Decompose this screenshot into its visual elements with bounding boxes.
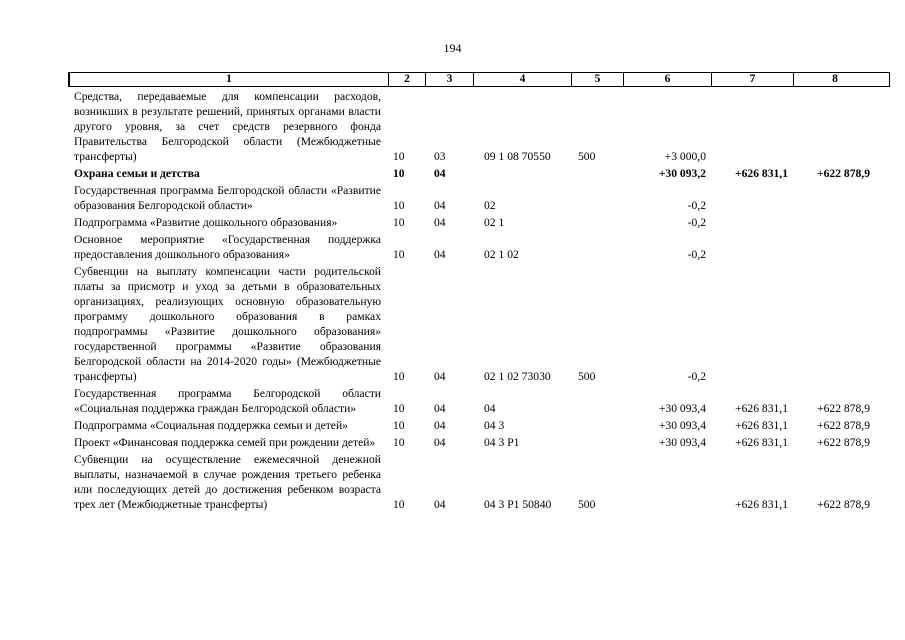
row-name: Государственная программа Белгородской области «Социальная поддержка граждан Белгородской области» [74, 387, 381, 415]
row-name: Субвенции на осуществление ежемесячной денежной выплаты, назначаемой в случае рождения третьего ребенка или последующих детей до достижения ребенком возраста трех лет (Межбюджетные трансферты) [74, 453, 381, 511]
target-article-code: 02 [484, 199, 496, 212]
subsection-code: 04 [434, 402, 446, 415]
section-code: 10 [393, 199, 405, 212]
table-body [68, 89, 890, 512]
target-article-code: 04 [484, 402, 496, 415]
section-code: 10 [393, 419, 405, 432]
section-code: 10 [393, 248, 405, 261]
section-code: 10 [393, 498, 405, 511]
subsection-code: 04 [434, 167, 446, 180]
table-row [68, 183, 890, 213]
budget-table [68, 72, 890, 512]
section-code: 10 [393, 150, 405, 163]
amount-year-3: +622 878,9 [817, 498, 870, 511]
target-article-code: 04 3 P1 50840 [484, 498, 552, 511]
row-name: Проект «Финансовая поддержка семей при рождении детей» [74, 436, 376, 449]
amount-year-1: +30 093,4 [658, 419, 706, 432]
row-name: Субвенции на выплату компенсации части родительской платы за присмотр и уход за детьми в образовательных организациях, реализующих основную образовательную программу дошкольного образования в рамках подпрограммы «Развитие дошкольного образования» государственной программы «Развитие образования Белгородской области на 2014-2020 годы» (Межбюджетные трансферты) [74, 265, 381, 383]
header-col-5: 5 [572, 73, 624, 86]
amount-year-1: -0,2 [687, 216, 706, 229]
expense-type-code: 500 [578, 370, 596, 383]
subsection-code: 04 [434, 199, 446, 212]
amount-year-3: +622 878,9 [817, 402, 870, 415]
subsection-code: 04 [434, 498, 446, 511]
amount-year-1: +30 093,4 [658, 402, 706, 415]
target-article-code: 02 1 02 [484, 248, 519, 261]
table-row [68, 452, 890, 512]
expense-type-code: 500 [578, 150, 596, 163]
table-row [68, 418, 890, 433]
amount-year-1: -0,2 [687, 248, 706, 261]
table-row [68, 386, 890, 416]
subsection-code: 04 [434, 248, 446, 261]
header-col-3: 3 [426, 73, 474, 86]
amount-year-1: +3 000,0 [664, 150, 706, 163]
target-article-code: 09 1 08 70550 [484, 150, 551, 163]
table-row [68, 264, 890, 384]
section-code: 10 [393, 167, 405, 180]
subsection-code: 04 [434, 370, 446, 383]
page-number: 194 [443, 41, 462, 55]
amount-year-1: +30 093,2 [658, 167, 706, 180]
table-row [68, 89, 890, 164]
amount-year-2: +626 831,1 [735, 402, 788, 415]
target-article-code: 02 1 [484, 216, 505, 229]
amount-year-2: +626 831,1 [735, 419, 788, 432]
row-name: Средства, передаваемые для компенсации расходов, возникших в результате решений, принятых органами власти другого уровня, за счет средств резервного фонда Правительства Белгородской области (Межбюджетные трансферты) [74, 90, 381, 163]
subsection-code: 04 [434, 436, 446, 449]
target-article-code: 02 1 02 73030 [484, 370, 551, 383]
amount-year-3: +622 878,9 [817, 167, 870, 180]
amount-year-1: -0,2 [687, 199, 706, 212]
target-article-code: 04 3 P1 [484, 436, 520, 449]
row-name: Охрана семьи и детства [74, 167, 200, 180]
row-name: Подпрограмма «Развитие дошкольного образования» [74, 216, 338, 229]
header-col-8: 8 [832, 73, 838, 85]
table-row [68, 166, 890, 181]
amount-year-3: +622 878,9 [817, 419, 870, 432]
target-article-code: 04 3 [484, 419, 505, 432]
subsection-code: 03 [434, 150, 446, 163]
section-code: 10 [393, 370, 405, 383]
section-code: 10 [393, 216, 405, 229]
row-name: Основное мероприятие «Государственная поддержка предоставления дошкольного образования» [74, 233, 381, 261]
header-col-2: 2 [389, 73, 426, 86]
header-col-1: 1 [70, 73, 389, 86]
amount-year-1: -0,2 [687, 370, 706, 383]
header-col-7: 7 [712, 73, 794, 86]
amount-year-1: +30 093,4 [658, 436, 706, 449]
section-code: 10 [393, 402, 405, 415]
row-name: Государственная программа Белгородской области «Развитие образования Белгородской области» [74, 184, 381, 212]
table-header-row [68, 72, 890, 87]
amount-year-3: +622 878,9 [817, 436, 870, 449]
row-name: Подпрограмма «Социальная поддержка семьи и детей» [74, 419, 348, 432]
amount-year-2: +626 831,1 [735, 498, 788, 511]
amount-year-2: +626 831,1 [735, 436, 788, 449]
subsection-code: 04 [434, 216, 446, 229]
table-row [68, 215, 890, 230]
table-row [68, 232, 890, 262]
subsection-code: 04 [434, 419, 446, 432]
header-col-6: 6 [624, 73, 712, 86]
section-code: 10 [393, 436, 405, 449]
table-row [68, 435, 890, 450]
amount-year-2: +626 831,1 [735, 167, 788, 180]
header-col-4: 4 [474, 73, 572, 86]
expense-type-code: 500 [578, 498, 596, 511]
